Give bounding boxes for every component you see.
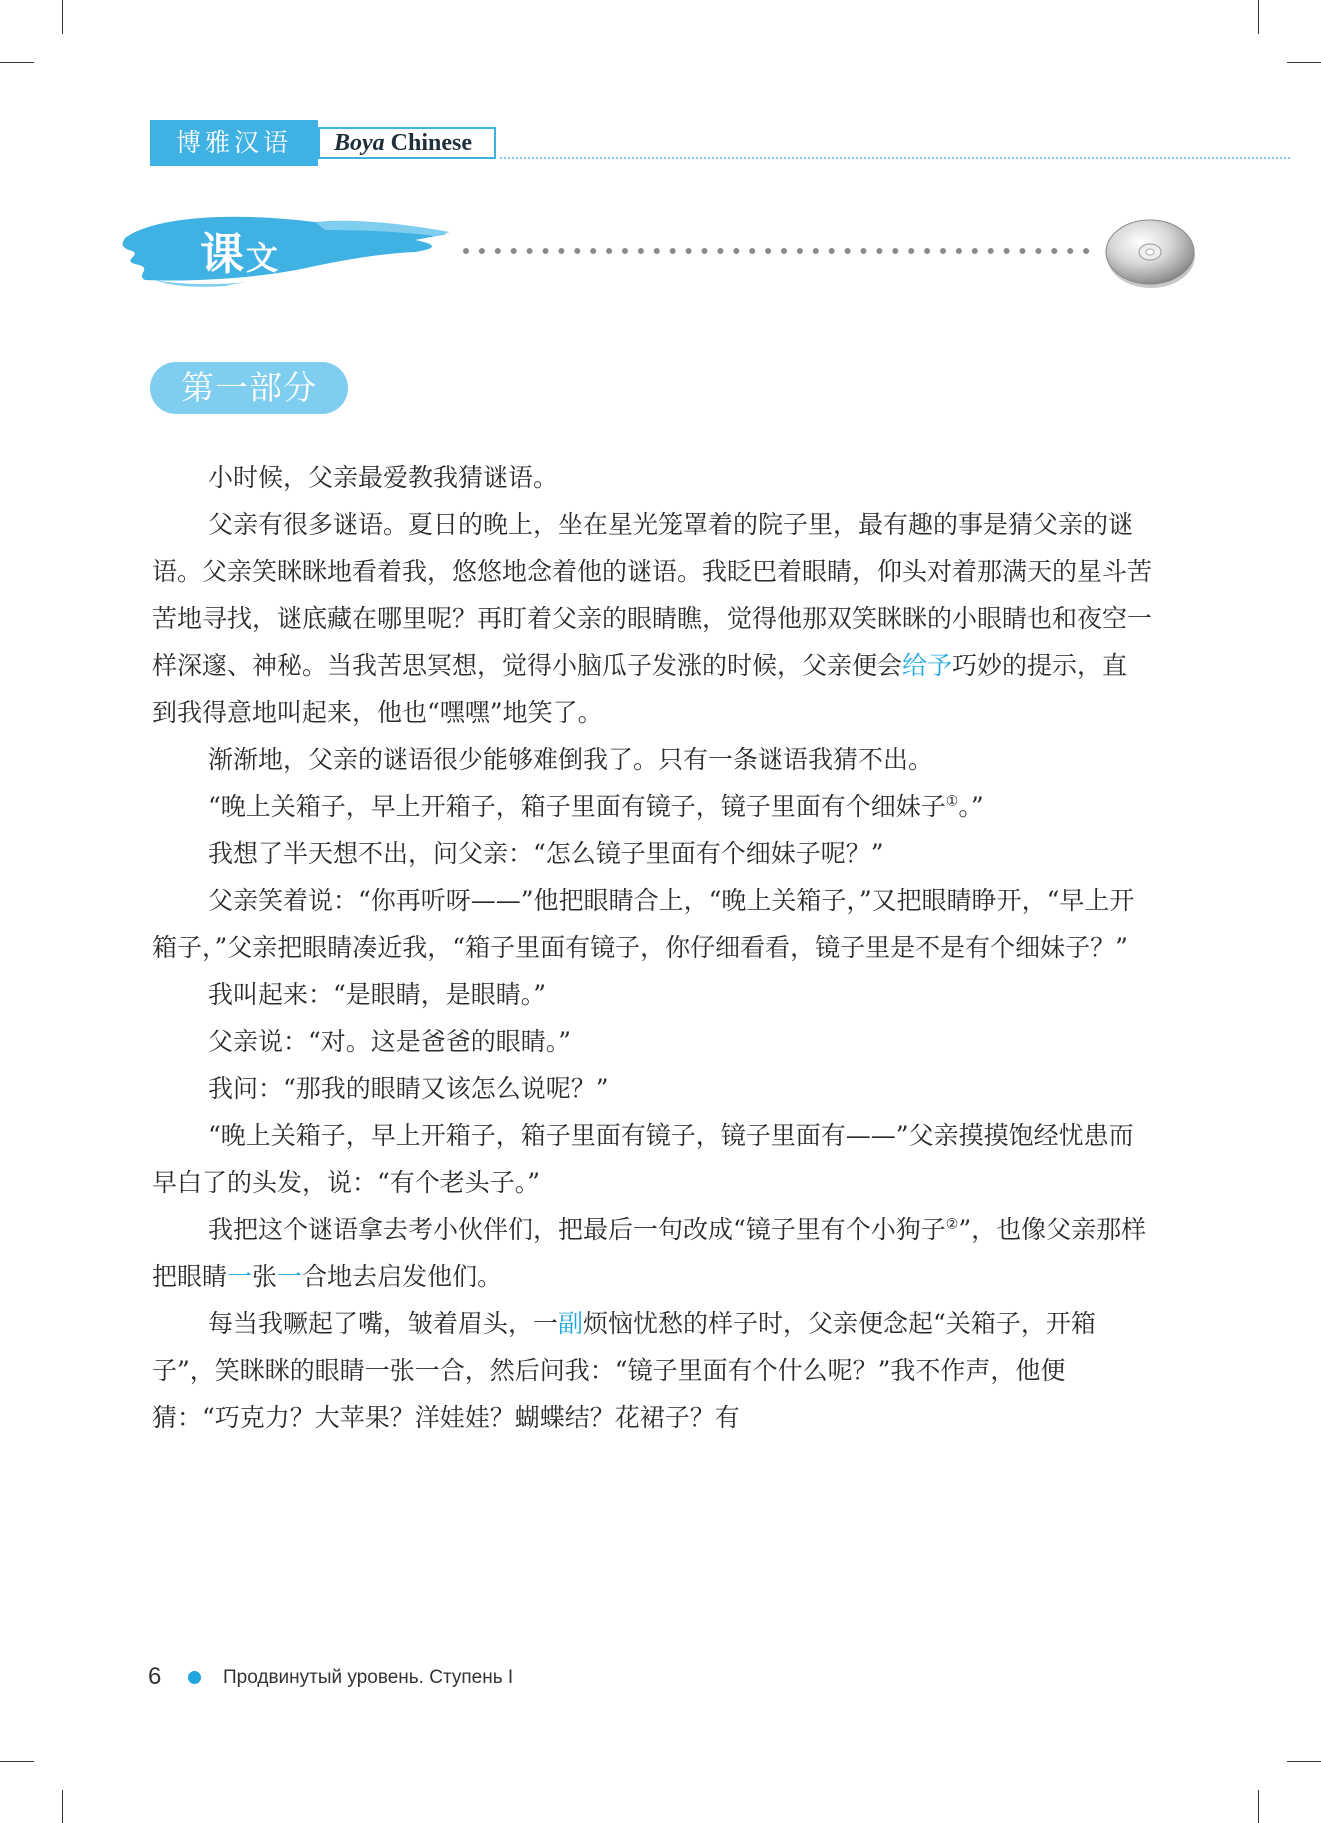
- section-dotted-rule: [462, 245, 1092, 257]
- paragraph: 父亲笑着说：“你再听呀——”他把眼睛合上，“晚上关箱子，”又把眼睛睁开，“早上开箱子，”父亲把眼睛凑近我，“箱子里面有镜子，你仔细看看，镜子里是不是有个细妹子？”: [152, 886, 1135, 962]
- paragraph: “晚上关箱子，早上开箱子，箱子里面有镜子，镜子里面有——”父亲摸摸饱经忧患而早白了的头发，说：“有个老头子。”: [152, 1121, 1134, 1197]
- crop-mark: [1258, 0, 1259, 34]
- paragraph: 我想了半天想不出，问父亲：“怎么镜子里面有个细妹子呢？”: [208, 839, 884, 868]
- section-title-big: 课: [200, 229, 246, 280]
- highlighted-word: 副: [558, 1309, 584, 1338]
- paragraph-text: 张: [252, 1262, 278, 1291]
- paragraph-text: 父亲有很多谜语。夏日的晚上，坐在星光笼罩着的院子里，最有趣的事是猜父亲的谜语。父亲笑眯眯地看着我，悠悠地念着他的谜语。我眨巴着眼睛，仰头对着那满天的星斗苦苦地寻找，谜底藏在哪里呢？再盯着父亲的眼睛瞧，觉得他那双笑眯眯的小眼睛也和夜空一样深邃、神秘。当我苦思冥想，觉得小脑瓜子发涨的时候，父亲便会: [152, 510, 1153, 680]
- paragraph-text: “晚上关箱子，早上开箱子，箱子里面有镜子，镜子里面有个细妹子: [208, 792, 946, 821]
- crop-mark: [0, 1761, 34, 1762]
- footnote-marker: ①: [945, 793, 959, 810]
- brush-stroke-banner: [115, 208, 455, 288]
- highlighted-word: 给予: [902, 651, 953, 680]
- crop-mark: [62, 0, 63, 34]
- paragraph: [152, 1300, 1152, 1441]
- crop-mark: [1287, 1761, 1321, 1762]
- paragraph-text: 我把这个谜语拿去考小伙伴们，把最后一句改成“镜子里有个小狗子: [208, 1215, 946, 1244]
- crop-mark: [62, 1790, 63, 1823]
- footnote-marker: ②: [945, 1216, 959, 1233]
- crop-mark: [1258, 1790, 1259, 1823]
- paragraph-text: 合地去启发他们。: [302, 1262, 503, 1291]
- paragraph: 渐渐地，父亲的谜语很少能够难倒我了。只有一条谜语我猜不出。: [208, 745, 934, 774]
- paragraph: 我问：“那我的眼睛又该怎么说呢？”: [208, 1074, 609, 1103]
- paragraph-text: 烦恼忧愁的样子时，父亲便念起“关箱子，开箱子”，笑眯眯的眼睛一张一合，然后问我：“镜子里面有个什么呢？”我不作声，他便猜：“巧克力？大苹果？洋娃娃？蝴蝶结？花裙子？有: [152, 1309, 1096, 1432]
- crop-mark: [1287, 62, 1321, 63]
- section-title-small: 文: [246, 239, 281, 277]
- paragraph-text: 。”: [958, 792, 984, 821]
- paragraph: [152, 501, 1152, 736]
- book-title-cn: 博雅汉语: [150, 120, 318, 166]
- paragraph-text: 每当我噘起了嘴，皱着眉头，一: [208, 1309, 559, 1338]
- crop-mark: [0, 62, 34, 63]
- part-label: 第一部分: [150, 362, 348, 414]
- page-number: 6: [148, 1663, 162, 1690]
- paragraph: 小时候，父亲最爱教我猜谜语。: [208, 463, 559, 492]
- book-title-en-italic: Boya: [334, 130, 385, 156]
- paragraph-text: 巧妙的提示，直到我得意地叫起来，他也“嘿嘿”地笑了。: [152, 651, 1128, 727]
- footer-dot-icon: [188, 1671, 201, 1684]
- paragraph: 我叫起来：“是眼睛，是眼睛。”: [208, 980, 547, 1009]
- section-title: [200, 218, 280, 282]
- highlighted-word: 一: [277, 1262, 303, 1291]
- header-dotted-rule: [500, 157, 1290, 159]
- paragraph: [152, 1206, 1152, 1300]
- paragraph-text: ”，也像父亲那样把眼睛: [152, 1215, 1147, 1291]
- book-title-en-rest: Chinese: [384, 130, 473, 156]
- highlighted-word: 一: [227, 1262, 253, 1291]
- cd-disc-icon: [1103, 216, 1199, 292]
- lesson-text: [152, 454, 1152, 1441]
- book-title-en: [318, 127, 496, 159]
- paragraph: 父亲说：“对。这是爸爸的眼睛。”: [208, 1027, 572, 1056]
- footer-label: Продвинутый уровень. Ступень I: [223, 1667, 514, 1688]
- paragraph: [152, 783, 1152, 830]
